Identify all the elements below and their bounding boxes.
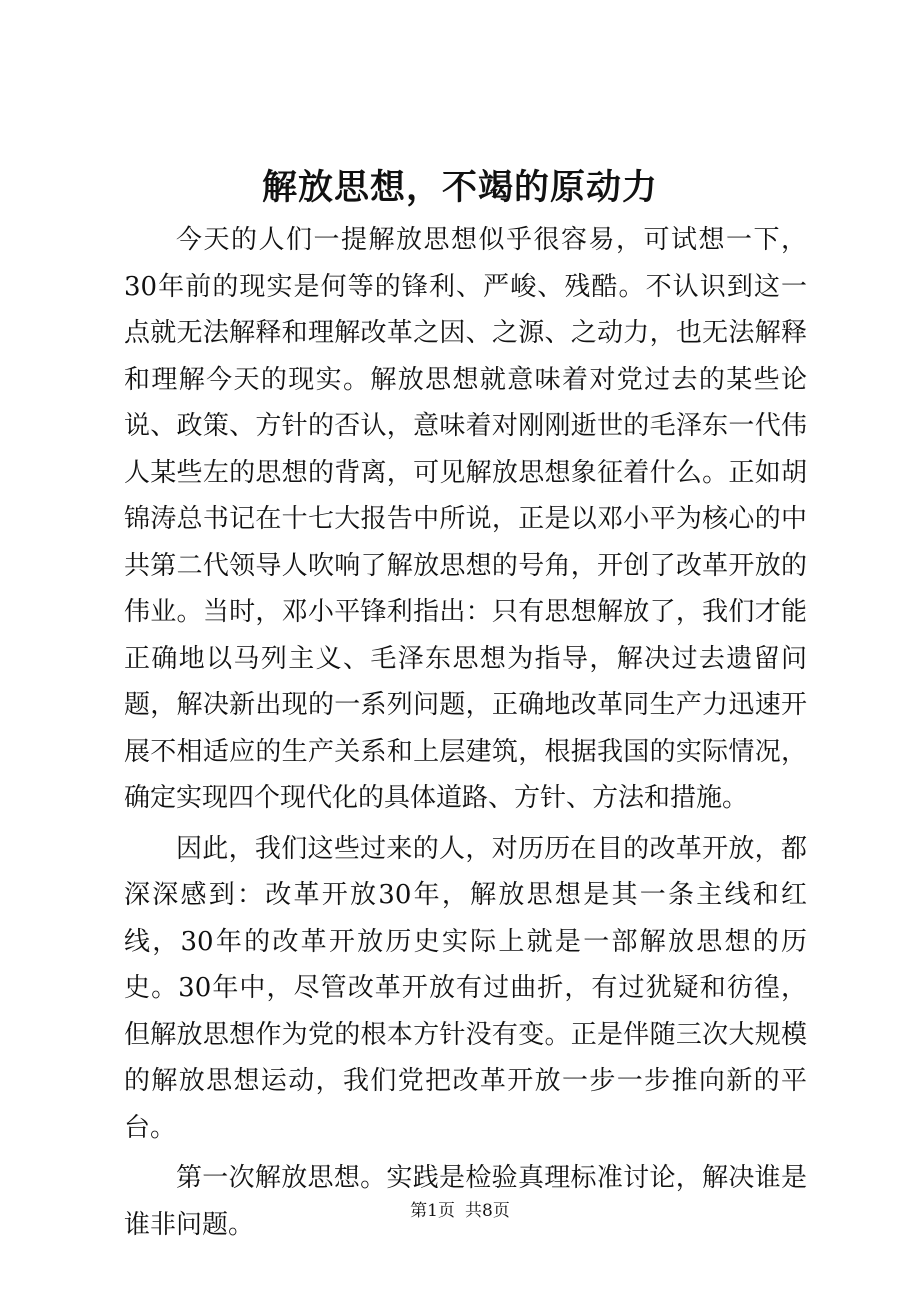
- paragraph-1: 今天的人们一提解放思想似乎很容易，可试想一下，30年前的现实是何等的锋利、严峻、残酷。不认识到这一点就无法解释和理解改革之因、之源、之动力，也无法解释和理解今天的现实。解放思想就意味着对党过去的某些论说、政策、方针的否认，意味着对刚刚逝世的毛泽东一代伟人某些左的思想的背离，可见解放思想象征着什么。正如胡锦涛总书记在十七大报告中所说，正是以邓小平为核心的中共第二代领导人吹响了解放思想的号角，开创了改革开放的伟业。当时，邓小平锋利指出：只有思想解放了，我们才能正确地以马列主义、毛泽东思想为指导，解决过去遗留问题，解决新出现的一系列问题，正确地改革同生产力迅速开展不相适应的生产关系和上层建筑，根据我国的实际情况，确定实现四个现代化的具体道路、方针、方法和措施。: [124, 225, 807, 813]
- paragraph-3: 第一次解放思想。实践是检验真理标准讨论，解决谁是谁非问题。: [124, 1163, 807, 1240]
- page-number: 第1页: [410, 1201, 455, 1221]
- total-pages: 共8页: [465, 1201, 510, 1221]
- document-body: [124, 217, 807, 1248]
- page-footer: [0, 1198, 920, 1224]
- document-title: 解放思想，不竭的原动力: [261, 167, 658, 208]
- paragraph-2: 因此，我们这些过来的人，对历历在目的改革开放，都深深感到：改革开放30年，解放思想是其一条主线和红线，30年的改革开放历史实际上就是一部解放思想的历史。30年中，尽管改革开放有过曲折，有过犹疑和彷徨，但解放思想作为党的根本方针没有变。正是伴随三次大规模的解放思想运动，我们党把改革开放一步一步推向新的平台。: [124, 833, 807, 1143]
